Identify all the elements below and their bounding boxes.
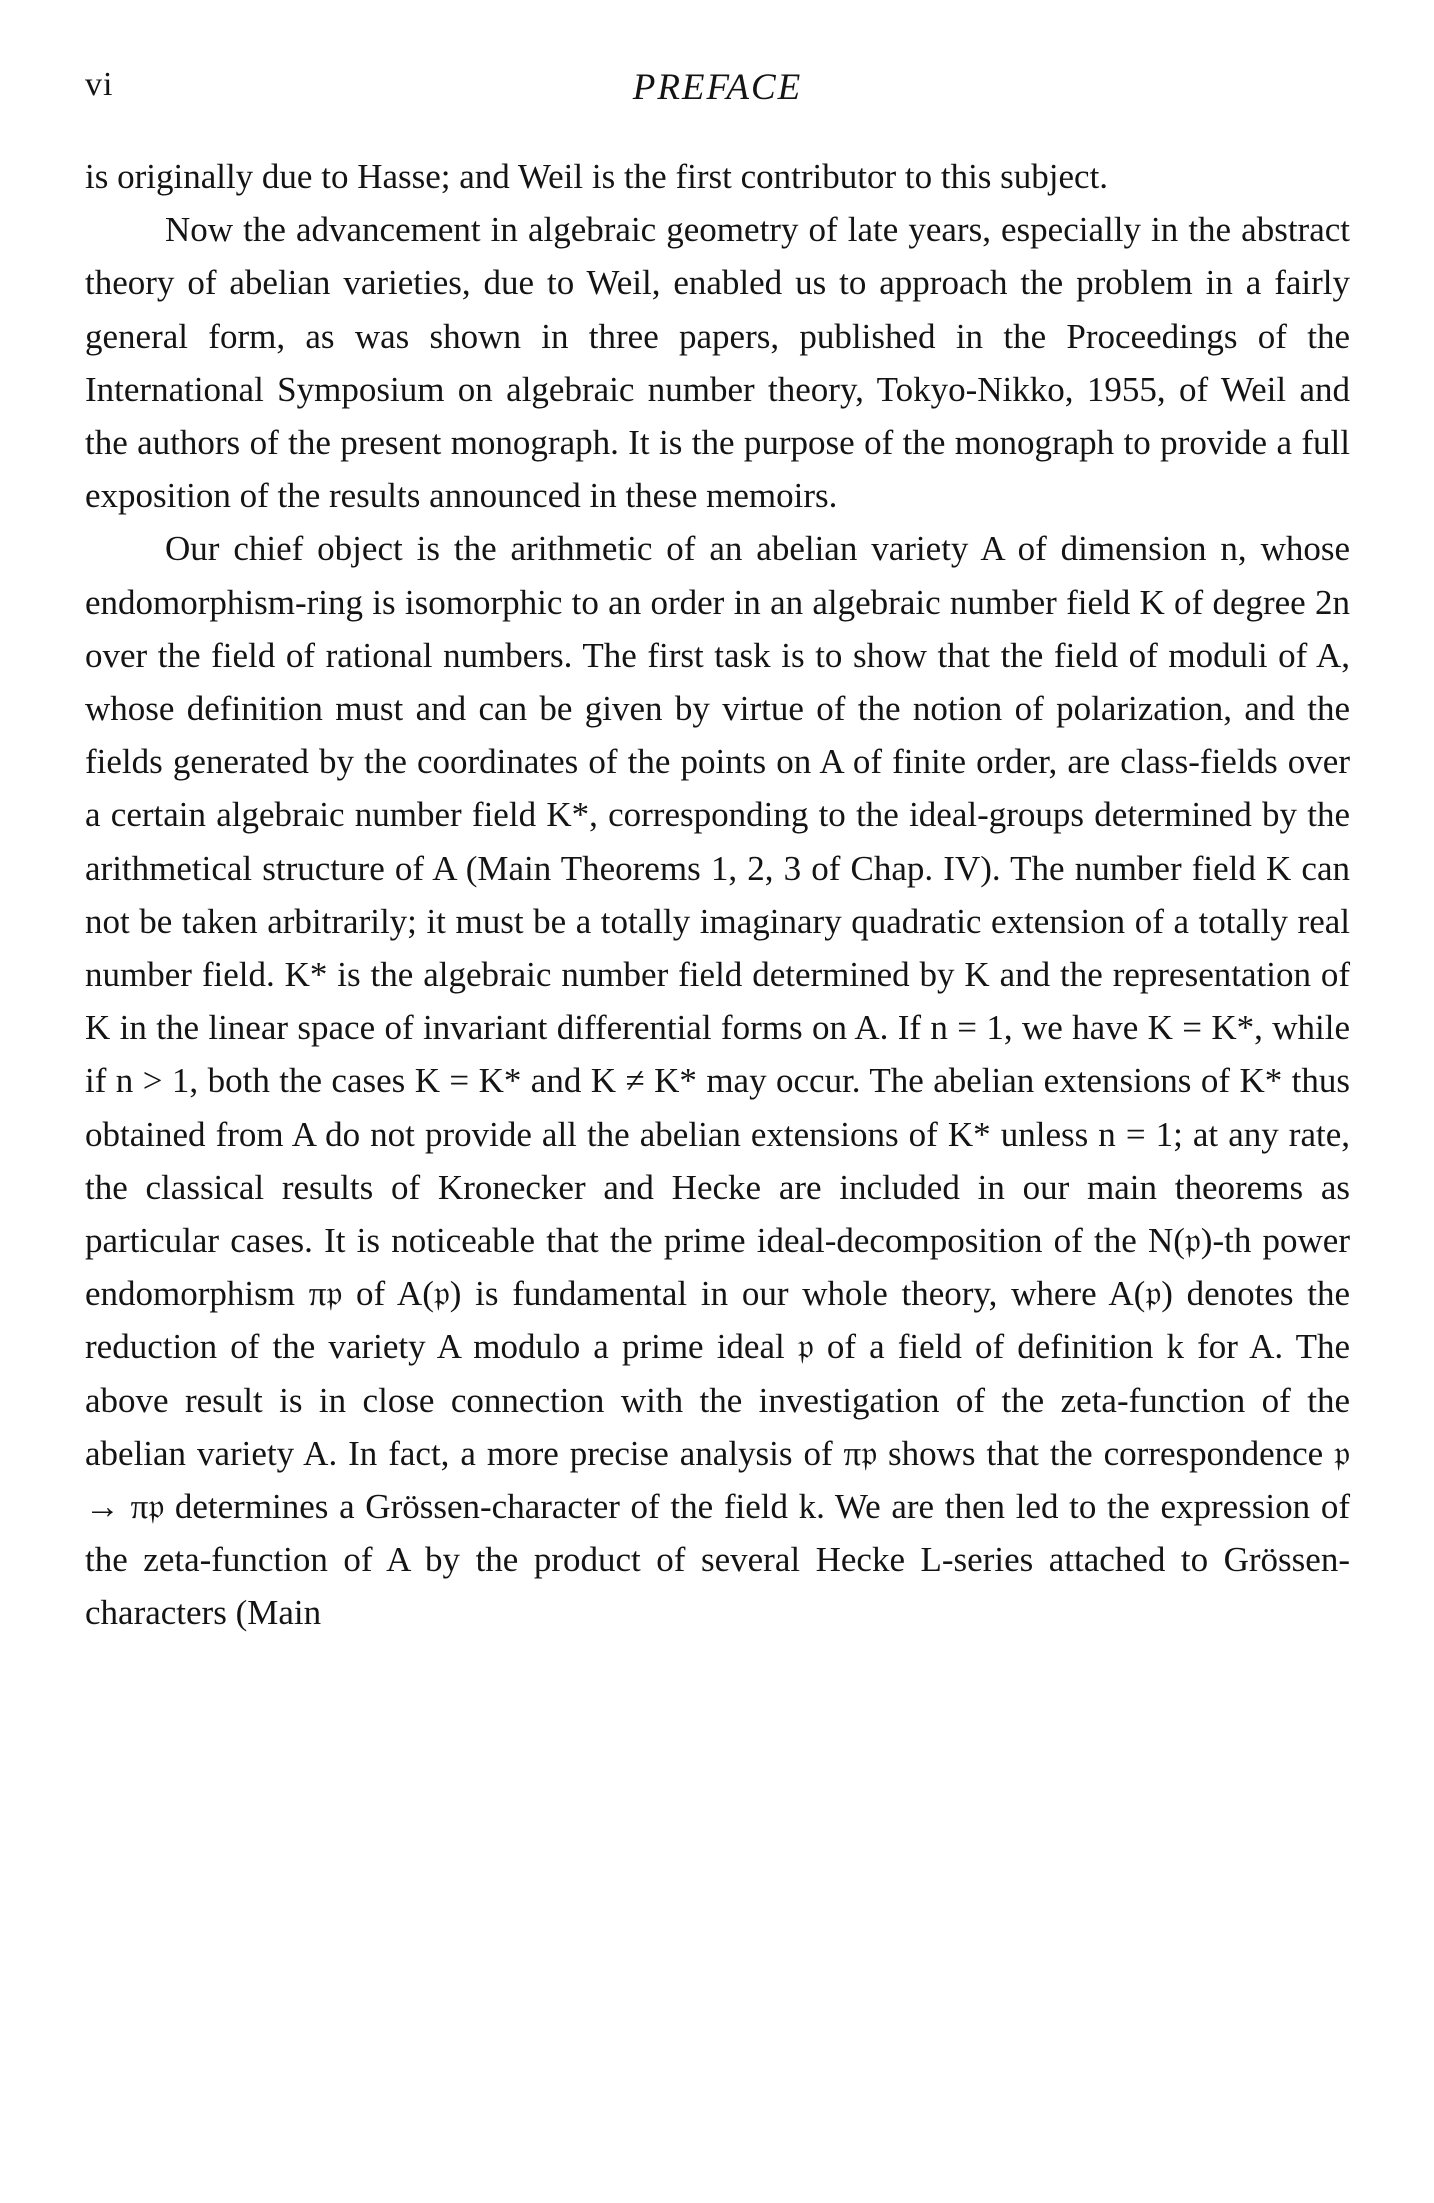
page-number: vi [85, 66, 114, 103]
paragraph-advancement: Now the advancement in algebraic geometry of late years, especially in the abstract theory of abelian varieties, due to Weil, enabled us to approach the problem in a fairly general form, as was shown in three papers, published in the Proceedings of the International Symposium on algebraic number theory, Tokyo-Nikko, 1955, of Weil and the authors of the present monograph. It is the purpose of the monograph to provide a full exposition of the results announced in these memoirs. [85, 210, 1350, 516]
body-text [85, 150, 1350, 1640]
running-title: PREFACE [632, 67, 803, 108]
running-head [85, 66, 1350, 116]
paragraph-chief-object: Our chief object is the arithmetic of an abelian variety A of dimension n, whose endomorphism-ring is isomorphic to an order in an algebraic number field K of degree 2n over the field of rational numbers. The first task is to show that the field of moduli of A, whose definition must and can be given by virtue of the notion of polarization, and the fields generated by the coordinates of the points on A of finite order, are class-fields over a certain algebraic number field K*, corresponding to the ideal-groups determined by the arithmetical structure of A (Main Theorems 1, 2, 3 of Chap. IV). The number field K can not be taken arbitrarily; it must be a totally imaginary quadratic extension of a totally real number field. K* is the algebraic number field determined by K and the representation of K in the linear space of invariant differential forms on A. If n = 1, we have K = K*, while if n > 1, both the cases K = K* and K ≠ K* may occur. The abelian extensions of K* thus obtained from A do not provide all the abelian extensions of K* unless n = 1; at any rate, the classical results of Kronecker and Hecke are included in our main theorems as particular cases. It is noticeable that the prime ideal-decomposition of the N(𝔭)-th power endomorphism π𝔭 of A(𝔭) is fundamental in our whole theory, where A(𝔭) denotes the reduction of the variety A modulo a prime ideal 𝔭 of a field of definition k for A. The above result is in close connection with the investigation of the zeta-function of the abelian variety A. In fact, a more precise analysis of π𝔭 shows that the correspondence 𝔭 → π𝔭 determines a Grössen-character of the field k. We are then led to the expression of the zeta-function of A by the product of several Hecke L-series attached to Grössen-characters (Main [85, 529, 1350, 1633]
paragraph-continuation: is originally due to Hasse; and Weil is the first contributor to this subject. [85, 157, 1109, 196]
